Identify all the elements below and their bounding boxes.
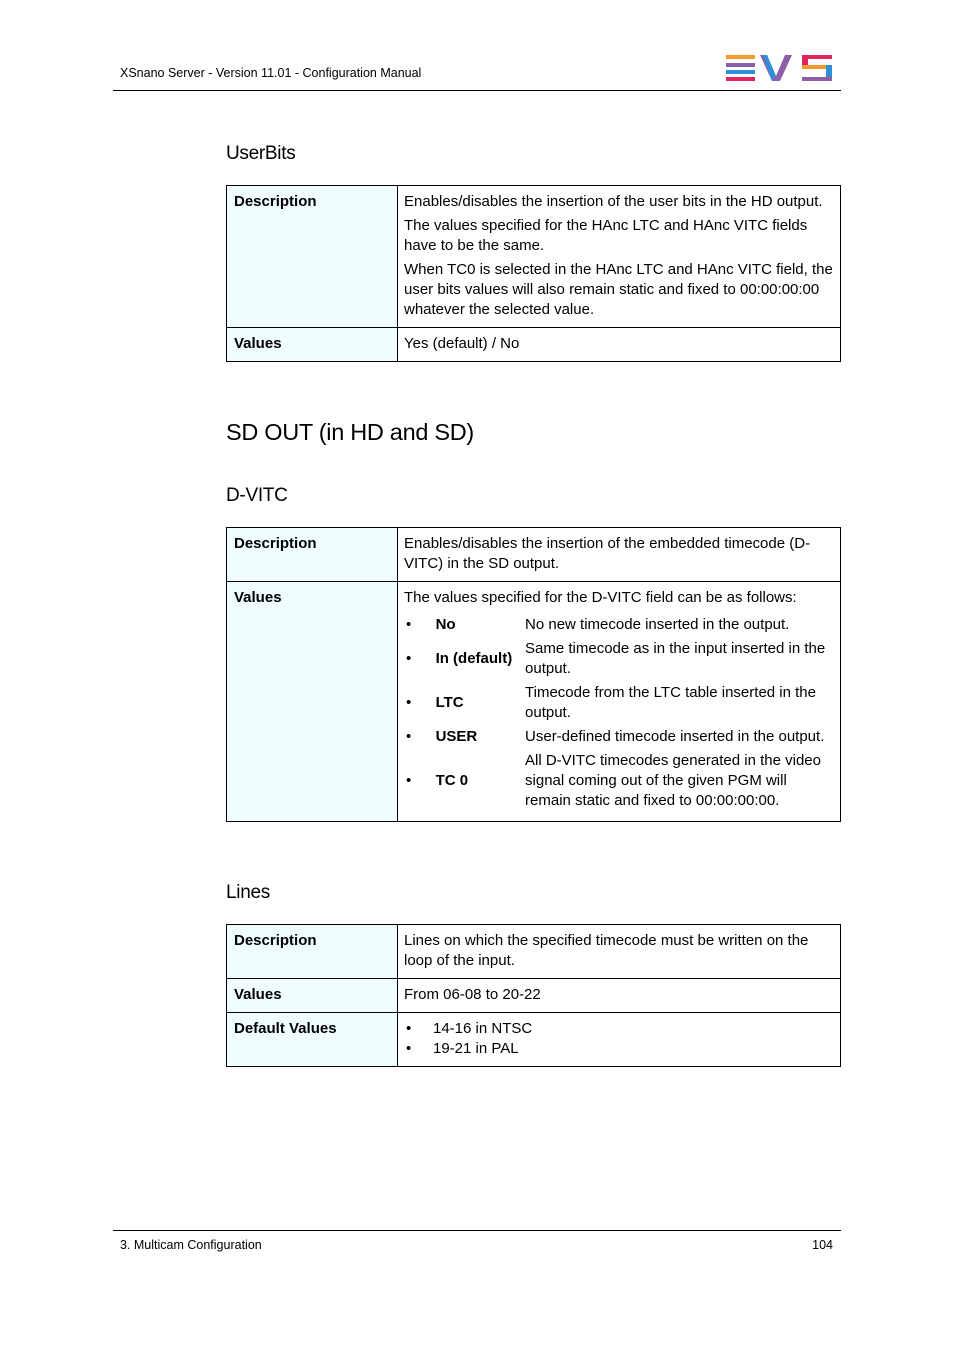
bullet: • — [406, 694, 412, 711]
list-item — [404, 1039, 833, 1059]
option-key: No — [435, 616, 456, 633]
dvitc-heading: D-VITC — [226, 485, 288, 506]
option-description: User-defined timecode inserted in the output. — [525, 728, 825, 745]
description-cell — [398, 186, 841, 328]
description-label: Description — [227, 186, 398, 328]
values-label: Values — [227, 979, 398, 1013]
option-description: No new timecode inserted in the output. — [525, 616, 790, 633]
option-item — [404, 638, 833, 682]
option-key: USER — [435, 728, 478, 745]
option-description: Timecode from the LTC table inserted in the output. — [525, 684, 816, 721]
option-key: In (default) — [435, 650, 513, 667]
table-row — [227, 328, 841, 362]
description-label: Description — [227, 925, 398, 979]
option-item — [404, 682, 833, 726]
values-cell — [398, 582, 841, 822]
bullet: • — [406, 650, 412, 667]
bullet: • — [406, 616, 412, 633]
description-cell: Enables/disables the insertion of the embedded timecode (D-VITC) in the SD output. — [398, 528, 841, 582]
values-cell: Yes (default) / No — [398, 328, 841, 362]
bullet: • — [406, 1020, 412, 1037]
option-description: Same timecode as in the input inserted in the output. — [525, 640, 826, 677]
description-label: Description — [227, 528, 398, 582]
options-list — [404, 614, 833, 814]
option-item — [404, 726, 833, 750]
table-row — [227, 186, 841, 328]
values-intro: The values specified for the D-VITC field can be as follows: — [404, 589, 797, 606]
sd-out-heading: SD OUT (in HD and SD) — [226, 419, 474, 445]
description-paragraph: When TC0 is selected in the HAnc LTC and HAnc VITC field, the user bits values will also remain static and fixed to 00:00:00:00 whatever the selected value. — [404, 261, 833, 318]
default-value: 14-16 in NTSC — [433, 1020, 533, 1037]
lines-heading: Lines — [226, 882, 270, 903]
option-item — [404, 750, 833, 814]
bullet: • — [406, 772, 412, 789]
default-values-label: Default Values — [227, 1013, 398, 1067]
table-row — [227, 582, 841, 822]
option-description: All D-VITC timecodes generated in the video signal coming out of the given PGM will remain static and fixed to 00:00:00:00. — [525, 752, 821, 809]
page-number: 104 — [812, 1238, 833, 1252]
table-row — [227, 1013, 841, 1067]
footer-rule — [113, 1230, 841, 1231]
footer-chapter: 3. Multicam Configuration — [120, 1238, 262, 1252]
userbits-heading: UserBits — [226, 143, 296, 164]
table-row — [227, 528, 841, 582]
bullet: • — [406, 1040, 412, 1057]
values-label: Values — [227, 328, 398, 362]
running-header-title: XSnano Server - Version 11.01 - Configuration Manual — [120, 66, 422, 80]
userbits-table — [226, 185, 841, 362]
header-rule — [113, 90, 841, 91]
default-values-list — [404, 1019, 833, 1059]
default-values-cell — [398, 1013, 841, 1067]
evs-logo — [726, 55, 834, 82]
option-item — [404, 614, 833, 638]
description-paragraph: Enables/disables the insertion of the user bits in the HD output. — [404, 193, 823, 210]
option-key: TC 0 — [435, 772, 469, 789]
lines-table — [226, 924, 841, 1067]
description-paragraph: The values specified for the HAnc LTC and HAnc VITC fields have to be the same. — [404, 217, 808, 254]
default-value: 19-21 in PAL — [433, 1040, 519, 1057]
values-label: Values — [227, 582, 398, 822]
bullet: • — [406, 728, 412, 745]
table-row — [227, 979, 841, 1013]
description-cell: Lines on which the specified timecode must be written on the loop of the input. — [398, 925, 841, 979]
values-cell: From 06-08 to 20-22 — [398, 979, 841, 1013]
option-key: LTC — [435, 694, 464, 711]
list-item — [404, 1019, 833, 1039]
dvitc-table — [226, 527, 841, 822]
table-row — [227, 925, 841, 979]
